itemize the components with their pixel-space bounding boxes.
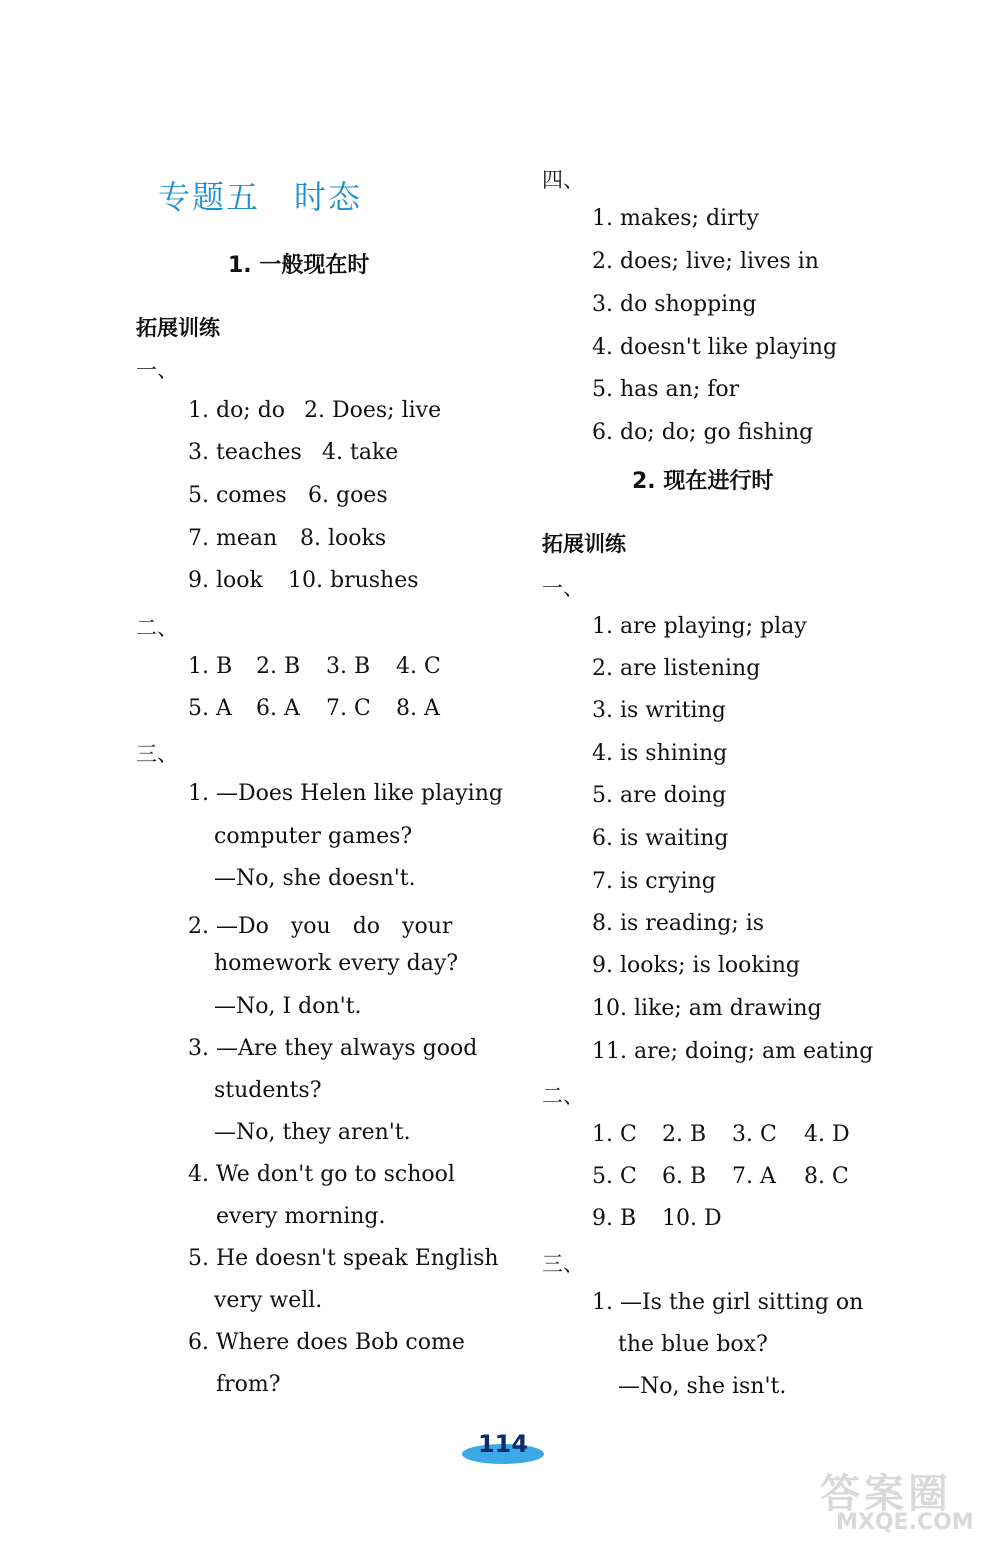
- answer-line: 3. —Are they always good: [188, 1036, 478, 1061]
- section2-part3-marker: 三、: [542, 1252, 584, 1276]
- section1-part1-marker: 一、: [136, 358, 178, 382]
- answer-line: —No, she doesn't.: [214, 866, 416, 891]
- answer-line: 5. are doing: [592, 783, 727, 808]
- answer-line: 3. do shopping: [592, 292, 757, 317]
- answer-line: —No, I don't.: [214, 994, 362, 1019]
- answer-line: computer games?: [214, 824, 413, 849]
- answer-line: 5. has an; for: [592, 377, 740, 402]
- answer-line: —No, they aren't.: [214, 1120, 411, 1145]
- answer-item: 3. C: [732, 1122, 777, 1147]
- answer-item: 4. take: [322, 440, 399, 465]
- answer-line: 8. is reading; is: [592, 911, 765, 936]
- answer-item: 7. mean: [188, 526, 278, 551]
- answer-line: [188, 483, 388, 508]
- answer-item: 5. A: [188, 696, 232, 721]
- answer-item: 10. brushes: [288, 568, 419, 593]
- section1-label: 拓展训练: [136, 316, 220, 340]
- answer-item: 7. A: [732, 1164, 776, 1189]
- section2-part2-marker: 二、: [542, 1084, 584, 1108]
- answer-item: 2. Does; live: [304, 398, 442, 423]
- answer-item: 6. A: [256, 696, 300, 721]
- answer-line: —No, she isn't.: [618, 1374, 787, 1399]
- answer-line: 6. is waiting: [592, 826, 729, 851]
- answer-item: 2. B: [256, 654, 301, 679]
- section1-part4-marker: 四、: [542, 168, 584, 192]
- answer-line: 7. is crying: [592, 869, 716, 894]
- answer-item: 1. C: [592, 1122, 637, 1147]
- answer-item: 8. looks: [300, 526, 387, 551]
- answer-line: very well.: [214, 1288, 323, 1313]
- page-title: 专题五 时态: [157, 178, 362, 216]
- answer-item: 7. C: [326, 696, 371, 721]
- answer-item: 1. do; do: [188, 398, 286, 423]
- answer-line: [592, 1164, 849, 1189]
- answer-item: 1. B: [188, 654, 233, 679]
- answer-line: from?: [216, 1372, 281, 1397]
- answer-line: 2. are listening: [592, 656, 761, 681]
- watermark-logo: 答案圈: [820, 1471, 952, 1517]
- answer-line: 4. We don't go to school: [188, 1162, 455, 1187]
- answer-line: 6. do; do; go fishing: [592, 420, 814, 445]
- answer-line: 1. makes; dirty: [592, 206, 759, 231]
- answer-item: 3. teaches: [188, 440, 302, 465]
- section2-heading: 2. 现在进行时: [632, 469, 774, 494]
- section2-part1-marker: 一、: [542, 576, 584, 600]
- answer-line: homework every day?: [214, 951, 459, 976]
- answer-line: every morning.: [216, 1204, 386, 1229]
- answer-item: 6. goes: [308, 483, 388, 508]
- answer-line: 11. are; doing; am eating: [592, 1039, 874, 1064]
- answer-line: 4. doesn't like playing: [592, 335, 838, 360]
- answer-line: [188, 398, 441, 423]
- section1-part2-marker: 二、: [136, 616, 178, 640]
- answer-line: 2. —Do you do your: [188, 914, 453, 939]
- answer-line: [188, 696, 440, 721]
- answer-line: 1. —Is the girl sitting on: [592, 1290, 864, 1315]
- answer-line: 2. does; live; lives in: [592, 249, 819, 274]
- answer-line: 9. looks; is looking: [592, 953, 801, 978]
- answer-line: 1. —Does Helen like playing: [188, 781, 503, 806]
- answer-line: 3. is writing: [592, 698, 726, 723]
- answer-line: 1. are playing; play: [592, 614, 807, 639]
- page-number: [462, 1430, 544, 1464]
- answer-item: 5. C: [592, 1164, 637, 1189]
- answer-line: 5. He doesn't speak English: [188, 1246, 499, 1271]
- answer-line: [188, 526, 386, 551]
- answer-item: 8. A: [396, 696, 440, 721]
- answer-item: 2. B: [662, 1122, 707, 1147]
- answer-line: 4. is shining: [592, 741, 728, 766]
- answer-line: [188, 568, 419, 593]
- answer-item: 9. look: [188, 568, 263, 593]
- answer-line: [188, 654, 441, 679]
- answer-item: 6. B: [662, 1164, 707, 1189]
- answer-item: 3. B: [326, 654, 371, 679]
- answer-line: the blue box?: [618, 1332, 768, 1357]
- page-number-text: 114: [477, 1430, 529, 1458]
- answer-line: [592, 1122, 850, 1147]
- answer-item: 10. D: [662, 1206, 722, 1231]
- answer-item: 9. B: [592, 1206, 637, 1231]
- section1-heading: 1. 一般现在时: [228, 253, 370, 278]
- answer-line: [188, 440, 398, 465]
- answer-item: 4. C: [396, 654, 441, 679]
- answer-line: 6. Where does Bob come: [188, 1330, 465, 1355]
- answer-item: 4. D: [804, 1122, 850, 1147]
- answer-line: 10. like; am drawing: [592, 996, 822, 1021]
- answer-line: [592, 1206, 722, 1231]
- answer-line: students?: [214, 1078, 322, 1103]
- section2-label: 拓展训练: [542, 532, 626, 556]
- answer-item: 5. comes: [188, 483, 287, 508]
- answer-item: 8. C: [804, 1164, 849, 1189]
- section1-part3-marker: 三、: [136, 742, 178, 766]
- watermark-url: MXQE.COM: [836, 1510, 974, 1535]
